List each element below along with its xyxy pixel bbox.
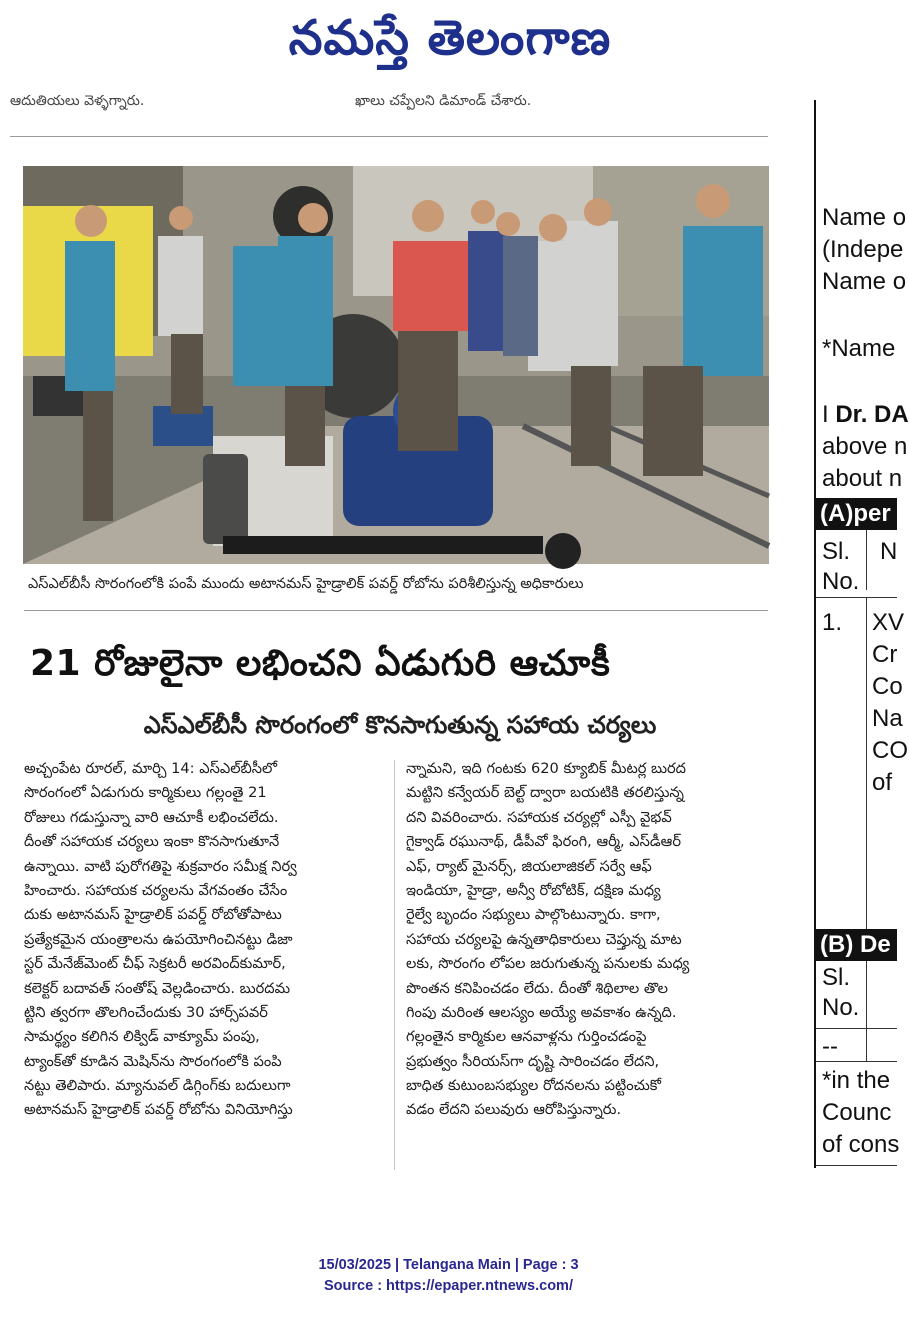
clipped-text-right: ఖాలు చప్పేలని డిమాండ్ చేశారు. bbox=[355, 93, 532, 109]
clipped-text-left: ఆదుతియలు వెళ్ళగ్నారు. bbox=[10, 93, 145, 109]
table-col-line bbox=[866, 530, 867, 590]
table-header-no: No. bbox=[822, 994, 860, 1021]
caption-divider bbox=[24, 610, 768, 611]
table-cell: Cr bbox=[872, 641, 898, 668]
table-row-line bbox=[816, 1061, 897, 1062]
body-line: వడం లేదని పలువురు ఆరోపిస్తున్నారు. bbox=[406, 1101, 622, 1119]
body-line: మట్టిని కన్వేయర్ బెల్ట్ ద్వారా బయటికి తరలిస్తున్న bbox=[406, 784, 684, 802]
body-line: హించారు. సహాయక చర్యలను వేగవంతం చేసేం bbox=[24, 881, 288, 899]
table-row-line bbox=[816, 1028, 897, 1029]
photo-caption: ఎస్‌ఎల్‌బీసీ సొరంగంలోకి పంపే ముందు అటానమస్ హైడ్రాలిక్ పవర్డ్ రోబోను పరిశీలిస్తున్న అధికారులు bbox=[28, 576, 584, 592]
body-line: ఎఫ్, ర్యాట్ మైనర్స్, జియలాజికల్ సర్వే ఆఫ్ bbox=[406, 857, 652, 875]
table-row-line bbox=[816, 597, 897, 598]
body-line: బాధిత కుటుంబసభ్యుల రోదనలను పట్టించుకో bbox=[406, 1077, 662, 1095]
side-footnote-line: *in the bbox=[822, 1067, 891, 1094]
body-line: గింపు మరింత ఆలస్యం అయ్యే అవకాశం ఉన్నది. bbox=[406, 1003, 677, 1021]
table-header-sl: Sl. bbox=[822, 964, 851, 991]
declaration-prefix: I bbox=[822, 401, 836, 428]
side-line: (Indepe bbox=[822, 236, 904, 263]
table-header-no: No. bbox=[822, 568, 860, 595]
declarant-name: Dr. DA bbox=[835, 401, 909, 428]
body-line: స్టర్ మేనేజ్‌మెంట్ చీఫ్ సెక్రటరీ అరవింద్‌కుమార్, bbox=[24, 955, 286, 973]
section-divider bbox=[10, 136, 768, 137]
body-line: పొంతన కనిపించడం లేదు. దీంతో శిథిలాల తొల bbox=[406, 979, 668, 997]
side-footnote-line: of cons bbox=[822, 1131, 900, 1158]
body-line: ఇండియా, హైడ్రా, అన్వీ రోబోటిక్, దక్షిణ మధ్య bbox=[406, 881, 661, 899]
news-photo bbox=[23, 166, 769, 564]
body-line: రైల్వే బృందం సభ్యులు పాల్గొంటున్నారు. కాగా, bbox=[406, 906, 661, 924]
side-footnote-line: Counc bbox=[822, 1099, 892, 1126]
side-line: *Name bbox=[822, 335, 896, 362]
photo-illustration bbox=[23, 166, 769, 564]
article-column-left bbox=[24, 757, 381, 1123]
body-line: గల్లంతైన కార్మికుల ఆనవాళ్లను గుర్తించడంపై bbox=[406, 1028, 647, 1046]
body-line: రోజులు గడుస్తున్నా వారి ఆచూకీ లభించలేదు. bbox=[24, 808, 279, 826]
article-headline: 21 రోజులైనా లభించని ఏడుగురి ఆచూకీ bbox=[30, 643, 611, 684]
section-b-heading: (B) De bbox=[816, 929, 897, 961]
side-panel-border bbox=[814, 100, 816, 1168]
body-line: దని వివరించారు. సహాయక చర్యల్లో ఎస్పీ వైభవ్ bbox=[406, 808, 672, 826]
table-cell: Co bbox=[872, 673, 903, 700]
table-header-name: N bbox=[880, 538, 898, 565]
body-line: గైక్వాడ్ రఘునాథ్, డీపీవో ఫిరంగి, ఆర్మీ, ఎస్‌డీఆర్ bbox=[406, 833, 681, 851]
body-line: ప్రభుత్వం సీరియస్‌గా దృష్టి సారించడం లేదని, bbox=[406, 1052, 660, 1070]
body-line: సొరంగంలో ఏడుగురు కార్మికులు గల్లంతై 21 bbox=[24, 784, 267, 802]
side-line: about n bbox=[822, 465, 903, 492]
table-cell: CO bbox=[872, 737, 908, 764]
article-subheadline: ఎస్‌ఎల్‌బీసీ సొరంగంలో కొనసాగుతున్న సహాయ చర్యలు bbox=[143, 711, 657, 739]
newspaper-title: నమస్తే తెలంగాణ bbox=[288, 10, 612, 66]
side-line: Name o bbox=[822, 268, 907, 295]
article-column-right bbox=[406, 757, 773, 1123]
section-a-heading: (A)per bbox=[816, 498, 897, 530]
body-line: ట్టిని త్వరగా తొలగించేందుకు 30 హార్స్‌పవర్ bbox=[24, 1003, 268, 1021]
body-line: సహాయ చర్యలపై ఉన్నతాధికారులు చెప్తున్న మాట bbox=[406, 930, 682, 948]
side-line: above n bbox=[822, 433, 908, 460]
footer-date-line: 15/03/2025 | Telangana Main | Page : 3 bbox=[318, 1257, 579, 1273]
table-cell: XV bbox=[872, 609, 905, 636]
declaration-line bbox=[822, 400, 909, 430]
body-line: దీంతో సహాయక చర్యలు ఇంకా కొనసాగుతూనే bbox=[24, 833, 280, 851]
body-line: న్నామని, ఇది గంటకు 620 క్యూబిక్ మీటర్ల బురద bbox=[406, 760, 686, 777]
table-bottom-line bbox=[816, 1165, 897, 1166]
body-line: సామర్థ్యం కలిగిన లిక్విడ్ వాక్యూమ్ పంపు, bbox=[24, 1028, 260, 1046]
footer-source-line: Source : https://epaper.ntnews.com/ bbox=[324, 1278, 573, 1294]
body-line: కలెక్టర్ బదావత్ సంతోష్ వెల్లడించారు. బురదమ bbox=[24, 979, 291, 997]
body-line: దుకు అటానమస్ హైడ్రాలిక్ పవర్డ్ రోబోతోపాటు bbox=[24, 906, 282, 924]
page-footer bbox=[0, 1255, 897, 1297]
table-cell-empty: -- bbox=[822, 1033, 838, 1060]
body-line: ట్యాంక్‌తో కూడిన మెషిన్‌ను సొరంగంలోకి పంపి bbox=[24, 1052, 282, 1070]
body-line: అచ్చంపేట రూరల్, మార్చి 14: ఎస్‌ఎల్‌బీసీలో bbox=[24, 760, 278, 777]
table-cell-sl: 1. bbox=[822, 609, 843, 636]
masthead bbox=[0, 0, 897, 80]
body-line: నట్టు తెలిపారు. మ్యానువల్ డిగ్గింగ్‌కు బదులుగా bbox=[24, 1077, 291, 1095]
table-header-sl: Sl. bbox=[822, 538, 851, 565]
body-line: లకు, సొరంగం లోపల జరుగుతున్న పనులకు మధ్య bbox=[406, 955, 690, 973]
table-cell: of bbox=[872, 769, 893, 796]
body-line: ఉన్నాయి. వాటి పురోగతిపై శుక్రవారం సమీక్ష నిర్వ bbox=[24, 857, 297, 875]
column-divider bbox=[394, 760, 395, 1170]
side-line: Name o bbox=[822, 204, 907, 231]
table-col-line bbox=[866, 597, 867, 929]
body-line: ప్రత్యేకమైన యంత్రాలను ఉపయోగించినట్టు డిజా bbox=[24, 930, 293, 948]
table-col-line bbox=[866, 961, 867, 1061]
table-cell: Na bbox=[872, 705, 903, 732]
body-line: అటానమస్ హైడ్రాలిక్ పవర్డ్ రోబోను వినియోగిస్తు bbox=[24, 1101, 293, 1119]
